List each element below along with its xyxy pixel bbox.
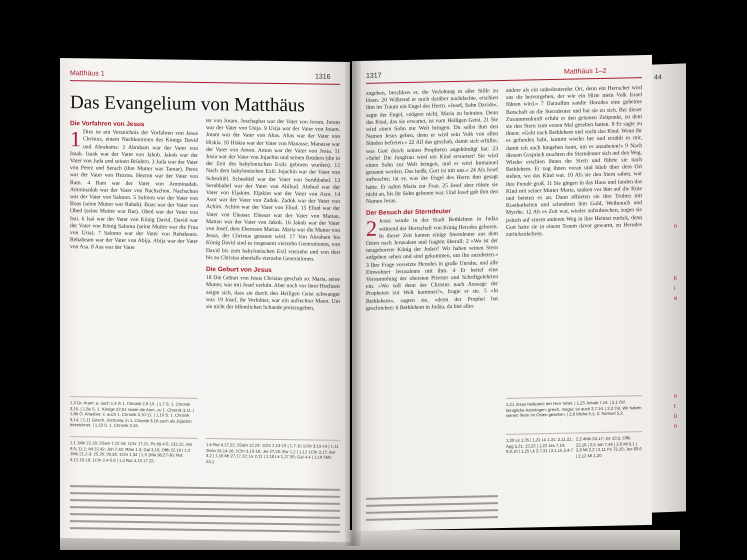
- cross-references: 1,6 Rut 4,17,22; 2Sam 12,24; 1Chr 2,13-15 | 1,7-10 1Chr 3,10-14 | 1,11 2Kön 24,14-16; 1Chr 3,15-16; Jer 27,20; Esr 1,2 | 1,12 1Chr 3,17; Esr 3,2 | 1,16 Mt 27,17.22; Lk 2,11 | 1,18 Lk 1,27.35; Gal 4,4 | 1,19 5Mo 24,1: [206, 442, 339, 464]
- chapter-number: 1: [70, 126, 81, 152]
- left-page: [60, 58, 350, 542]
- edge-letter: t: [674, 403, 676, 410]
- refs-rule: [506, 431, 642, 435]
- left-column-2: [206, 118, 340, 315]
- edge-letter: ü: [674, 413, 678, 420]
- body-text: ter von Joram. Joschaphat war der Vater von Joram. Joram war der Vater von Usija. 9 Usija war der Vater von Jotam. Jotam war der Vater von Ahas. Ahas war der Vater von Hiskia. 10 Hiskia war der Vater von Manasse. Manasse war der Vater von Amon. Amon war der Vater von Josia. 11 Josia war der Vater von Jojachin und seinen Brüdern (die in der Zeit des babylonischen Exils geboren wurden). 12 Nach dem babylonischen Exil: Jojachin war der Vater von Schealtiël. Schealtiël war der Vater von Serubbabel. 13 Serubbabel war der Vater von Abihud. Abihud war der Vater von Eljakim. Eljakim war der Vater von Asor. 14 Asor war der Vater von Zadok. Zadok war der Vater von Achim. Achim war der Vater von Eliud. 15 Eliud war der Vater von Eleasar. Eleasar war der Vater von Mattan. Mattan war der Vater von Jakob. 16 Jakob war der Vater von Josef, dem Ehemann Marias. Maria war die Mutter von Jesus, der Christus genannt wird. 17 Von Abraham bis König David sind es insgesamt vierzehn Generationen, von David bis zum babylonischen Exil vierzehn und von dort bis zu Christus ebenfalls vierzehn Generationen.: [206, 118, 340, 263]
- left-column-1: [70, 116, 198, 255]
- right-page-edge: [652, 63, 686, 512]
- running-head: Matthäus 1: [70, 70, 105, 78]
- edge-letter: i: [674, 285, 676, 292]
- book-title: Das Evangelium von Matthäus: [70, 92, 305, 117]
- page-number: 1317: [366, 72, 382, 80]
- running-head: Matthäus 1–2: [564, 67, 607, 76]
- cross-references: 1,20 Lk 1,35 | 1,21 Lk 1,31; 2,11.21; Apg 5,31; 13,23 | 1,23 Jes 7,14; 8,8.10 | 1,25 Lk 2,7.21 | 2,1 Lk 2,4-7: [506, 436, 574, 455]
- body-text: Jesus wurde in der Stadt Bethlehem in Judäa während der Herrschaft von König Herodes geboren. In dieser Zeit kamen einige Sterndeuter aus dem Osten nach Jerusalem und fragten überall: 2 »Wo ist der neugeborene König der Juden? Wir haben seinen Stern aufgehen sehen und sind gekommen, um ihn anzubeten.« 3 Ihre Frage versetzte Herodes in große Unruhe, und alle Einwohner Jerusalems mit ihm. 4 Er berief eine Versammlung der obersten Priester und Schriftgelehrten ein. »Wo soll denn der Christus nach Aussage der Propheten zur Welt kommen?«, fragte er sie. 5 »In Bethlehem«, sagten sie, »denn der Prophet hat geschrieben: 6 Bethlehem in Judäa, du bist alles: [366, 216, 498, 312]
- body-text: Dies ist ein Verzeichnis der Vorfahren von Jesus Christus, einem Nachkommen des Königs David und Abrahams: 2 Abraham war der Vater von Isaak. Isaak war der Vater von Jakob. Jakob war der Vater von Juda und seinen Brüdern. 3 Juda war der Vater von Perez und Serach (ihre Mutter war Tamar). Perez war der Vater von Hezron. Hezron war der Vater von Ram. 4 Ram war der Vater von Amminadab. Amminadab war der Vater von Nachschon. Nachschon war der Vater von Salmon. 5 Salmon war der Vater von Boas (seine Mutter war Rahab). Boas war der Vater von Obed (seine Mutter war Rut). Obed war der Vater von Isai. 6 Isai war der Vater von König David. David war der Vater von König Salomo (seine Mutter war die Frau von Uria). 7 Salomo war der Vater von Rehabeam. Rehabeam war der Vater von Abija. Abija war der Vater von Asa. 8 Asa war der Vater: [70, 129, 198, 252]
- cross-references: 2,2 4Mo 24,17; Jer 23,5; Offb 22,16 | 2,5 Joh 7,42 | 2,6 Mi 5,1 | 2,8 Mt 2,2 | 2,11 Ps 72,10; Jes 60,6 | 2,12 Mt 1,20: [576, 435, 642, 459]
- edge-letter: k: [674, 275, 677, 282]
- notes-rule: [506, 395, 642, 399]
- header-rule: [70, 80, 340, 85]
- section-heading: Die Vorfahren von Jesus: [70, 120, 145, 129]
- body-text: zugeben, beschloss er, die Verlobung in aller Stille zu lösen. 20 Während er noch darüber nachdachte, erschien ihm im Traum ein Engel des Herrn. »Josef, Sohn Davids«, sagte der Engel, »zögere nicht, Maria zu heiraten. Denn das Kind, das sie erwartet, ist vom Heiligen Geist. 21 Sie wird einen Sohn zur Welt bringen. Du sollst ihm den Namen Jesus geben, denn er wird sein Volk von allen Sünden befreien.« 22 All das geschah, damit sich erfüllte, was Gott durch seinen Propheten angekündigt hat: 23 »Seht! Die Jungfrau wird ein Kind erwarten! Sie wird einen Sohn zur Welt bringen, und er wird Immanuel genannt werden. Das heißt, Gott ist mit uns.« 24 Als Josef aufwachte, tat er, was der Engel des Herrn ihm gesagt hatte. Er nahm Maria zur Frau. 25 Josef aber rührte sie nicht an, bis ihr Sohn geboren war. Und Josef gab ihm den Namen Jesus.: [366, 88, 498, 205]
- edge-letter: n: [674, 223, 678, 230]
- notes-rule: [70, 396, 198, 399]
- edge-letter: n: [674, 423, 678, 430]
- book-gutter: [345, 58, 361, 546]
- body-text: 18 Die Geburt von Jesus Christus geschah so: Maria, seine Mutter, war mit Josef verlobt. Aber noch vor ihrer Hochzeit zeigte sich, dass sie durch den Heiligen Geist schwanger war. 19 Josef, ihr Verlobter, war ein aufrechter Mann. Um sie nicht der öffentlichen Schande preiszugeben,: [206, 275, 340, 312]
- right-column-1: [366, 88, 498, 315]
- body-text: andere als ein unbedeutender Ort, denn ein Herrscher wird aus dir hervorgehen, der wie ein Hirte mein Volk Israel führen wird.« 7 Daraufhin sandte Herodes eine geheime Botschaft an die Sterndeuter und bat sie zu sich. Bei dieser Zusammenkunft erfuhr er den genauen Zeitpunkt, zu dem sie den Stern zum ersten Mal gesehen hatten. 8 Er sagte zu ihnen: »Geht nach Bethlehem und sucht das Kind. Wenn ihr es gefunden habt, kommt wieder her und erzählt es mir, damit ich auch hingehen kann, um es anzubeten!« 9 Nach diesem Gespräch machten die Sterndeuter sich auf den Weg. Wieder erschien ihnen der Stern und führte sie nach Bethlehem. Er zog ihnen voran und blieb über dem Ort stehen, wo das Kind war. 10 Als sie den Stern sahen, war ihre Freude groß. 11 Sie gingen in das Haus und fanden das Kind mit seiner Mutter Maria, sanken vor ihm auf die Knie und beteten es an. Dann öffneten sie ihre Truhen mit Kostbarkeiten und schenkten ihm Gold, Weihrauch und Myrrhe. 12 Als es Zeit war, wieder aufzubrechen, zogen sie jedoch auf einem anderen Weg in ihre Heimat zurück, denn Gott hatte sie in einem Traum davor gewarnt, zu Herodes zurückzukehren.: [506, 85, 642, 238]
- edge-page-number: 44: [654, 74, 662, 82]
- edge-letter: n: [674, 393, 678, 400]
- section-heading: Die Geburt von Jesus: [206, 266, 272, 274]
- chapter-number: 2: [366, 216, 377, 242]
- footnotes: 1,3 Gr. Aram; a. auch 1,4 in 1. Chronik 2,9-10. | 1,7 S. 1. Chronik 3,10. | 1,8a S. 1. Könige 22,51 sowie die Anm. zu 1. Chronik 3,11. | 1,8b Ö. Ahasbar; s. auch 1. Chronik 3,10-11. | 1,10 S. 1. Chronik 3,14. | 1,11 Griech. Jechonia; in 1. Chronik 3,16 auch als Jojachin bezeichnet. | 1,13 S. 1. Chronik 3,16.: [70, 400, 195, 429]
- refs-rule: [206, 438, 340, 441]
- right-column-2: [506, 85, 642, 241]
- cross-references: 1,1 1Mo 22,18; 2Sam 7,12-16; 1Chr 17,11; Ps 89,4-5; 132,11; Jes 9,5; 11,1; Mt 22,42; Joh 7,42; Röm 1,3; Gal 3,16; Offb 22,16 | 1,2 1Mo 21,2-3; 25,26; 29,35; 1Chr 1,34 | 1,3 1Mo 38,27-30; Rut 4,12.18-19; 1Chr 2,4-5.9 | 1,4 Rut 4,13.17.22;: [70, 440, 193, 464]
- page-number: 1316: [315, 73, 331, 81]
- section-heading: Der Besuch der Sterndeuter: [366, 208, 451, 218]
- header-rule: [366, 77, 642, 84]
- edge-letter: e: [674, 295, 678, 302]
- refs-rule: [70, 436, 198, 439]
- lower-text-block: [70, 480, 340, 538]
- lower-text-block: [366, 490, 498, 526]
- right-page: [352, 55, 652, 531]
- footnotes: 1,21 Jesus bedeutet: der Herr rettet. | 1,23 Jesaja 7,14. | 2,1 Od. königliche Astrologen; griech. magoi; so auch 2,7.16. | 2,2 Od. Wir haben seinen Stern im Osten gesehen. | 2,6 Micha 5,1; 2. Samuel 5,2.: [506, 399, 642, 419]
